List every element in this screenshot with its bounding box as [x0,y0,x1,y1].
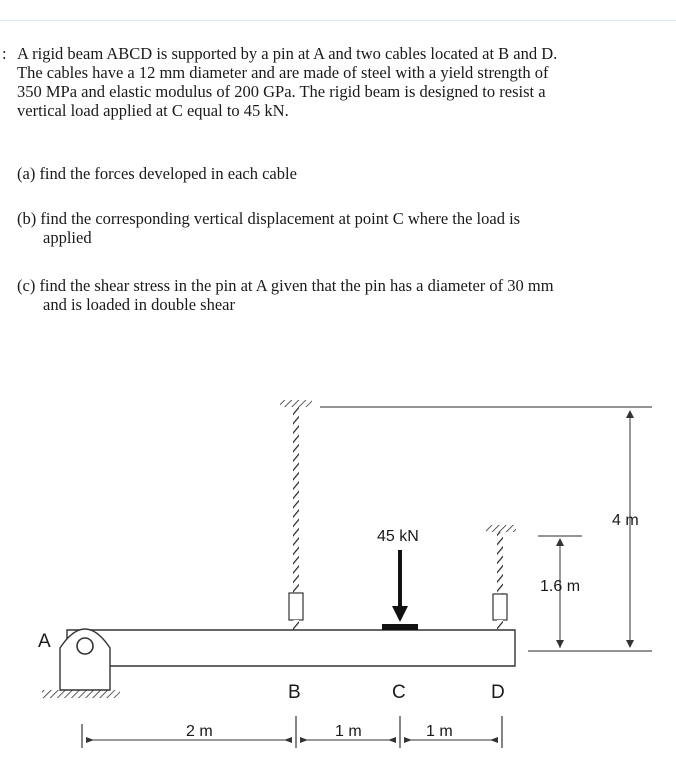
ceiling-support-b [280,400,312,407]
cable-b [289,407,303,649]
intro-line: The cables have a 12 mm diameter and are made of steel with a yield strength of [17,63,549,82]
problem-intro [17,44,657,120]
dim-4m-label: 4 m [612,512,639,529]
point-d-label: D [491,682,505,703]
part-a [17,164,657,183]
top-divider [0,20,676,21]
part-b-text: (b) find the corresponding vertical displacement at point C where the load is [17,209,521,228]
rigid-beam [67,630,515,666]
span-bc-label: 1 m [335,723,362,740]
part-c-text: (c) find the shear stress in the pin at A given that the pin has a diameter of 30 mm [17,276,554,295]
ground-hatch [42,690,120,698]
turnbuckle-b [289,593,303,620]
part-c-text-cont: and is loaded in double shear [43,295,235,314]
load-plate [382,624,418,630]
beam-diagram [0,380,676,780]
load-arrow [382,550,418,630]
span-cd-label: 1 m [426,723,453,740]
part-b [17,209,657,247]
intro-line: 350 MPa and elastic modulus of 200 GPa. The rigid beam is designed to resist a [17,82,546,101]
point-a-label: A [38,631,51,652]
intro-line: A rigid beam ABCD is supported by a pin at A and two cables located at B and D. [17,44,558,63]
point-b-label: B [288,682,301,703]
turnbuckle-d [493,594,507,620]
part-a-text: (a) find the forces developed in each cable [17,164,297,183]
part-c [17,276,657,314]
point-c-label: C [392,682,406,703]
part-b-text-cont: applied [43,228,92,247]
dim-1-6m-label: 1.6 m [540,578,581,595]
intro-line: vertical load applied at C equal to 45 kN. [17,101,289,120]
ceiling-support-d [486,525,516,532]
problem-number-fragment: : [2,44,7,63]
span-ab-label: 2 m [186,723,213,740]
pin-a [77,638,93,654]
load-label: 45 kN [377,528,419,545]
